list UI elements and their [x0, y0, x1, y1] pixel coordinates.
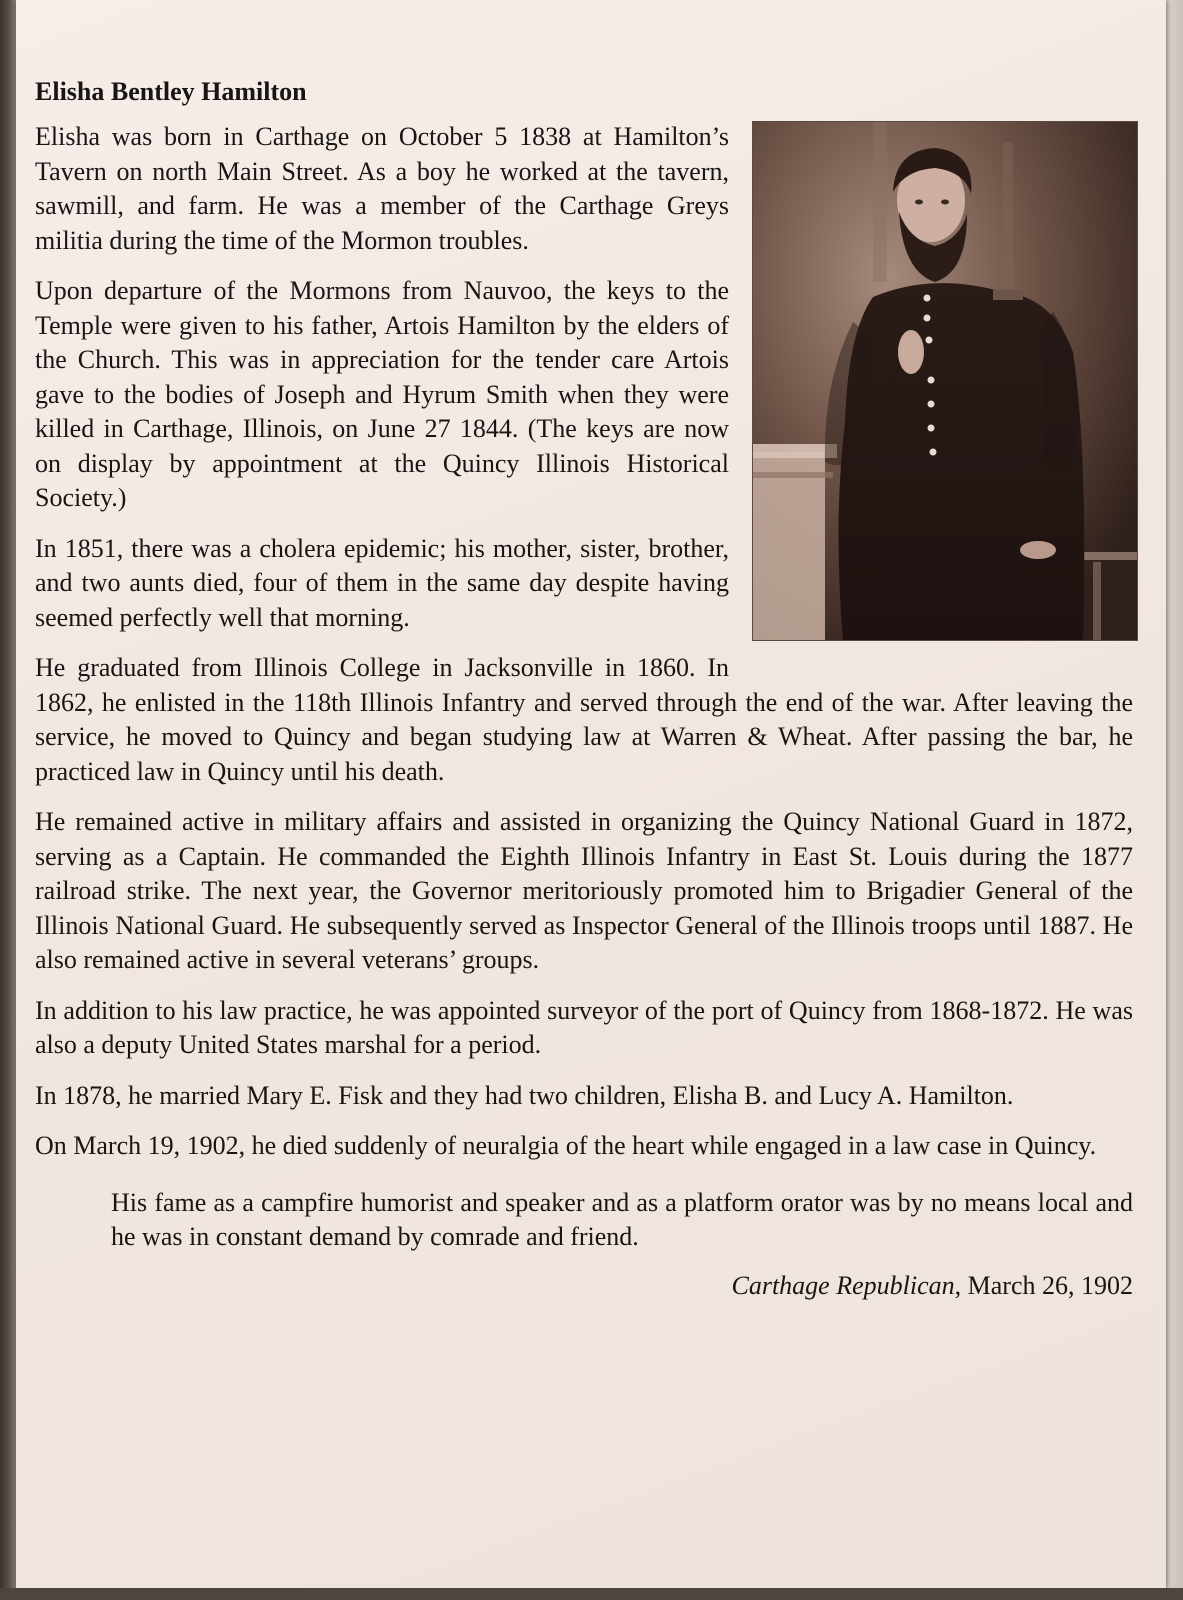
citation-date: , March 26, 1902: [954, 1270, 1133, 1300]
paragraph-surveyor: In addition to his law practice, he was appointed surveyor of the port of Quincy from 1868-1872. He was also a deputy United States marshal for a period.: [35, 995, 1133, 1059]
wall-left-edge: [0, 0, 16, 1600]
paragraph-temple-keys: Upon departure of the Mormons from Nauvoo, the keys to the Temple were given to his father, Artois Hamilton by the elders of the Church. This was in appreciation for the tender care Artois gave to the bodies of Joseph and Hyrum Smith when they were killed in Carthage, Illinois, on June 27 1844. (The keys are now on display by appointment at the Quincy Illinois Historical Society.): [35, 276, 729, 512]
paragraph-birth: Elisha was born in Carthage on October 5 1838 at Hamilton’s Tavern on north Main Street. As a boy he worked at the tavern, sawmill, and farm. He was a member of the Carthage Greys militia during the time of the Mormon troubles.: [35, 122, 729, 255]
quote-citation: [35, 1269, 1133, 1304]
portrait-illustration: [753, 122, 1137, 640]
newspaper-quote: His fame as a campfire humorist and speaker and as a platform orator was by no means local and he was in constant demand by comrade and friend.: [111, 1187, 1133, 1251]
portrait-photo: [753, 122, 1137, 640]
placard-content: [35, 74, 1133, 1329]
paragraph-education-service: He graduated from Illinois College in Jacksonville in 1860. In 1862, he enlisted in the 118th Illinois Infantry and served through the end of the war. After leaving the service, he moved to Quincy and began studying law at Warren & Wheat. After passing the bar, he practiced law in Quincy until his death.: [35, 653, 1133, 786]
citation-publication: Carthage Republican: [731, 1270, 955, 1300]
paragraph-military-affairs: He remained active in military affairs and assisted in organizing the Quincy National Guard in 1872, serving as a Captain. He commanded the Eighth Illinois Infantry in East St. Louis during the 1877 railroad strike. The next year, the Governor meritoriously promoted him to Brigadier General of the Illinois National Guard. He subsequently served as Inspector General of the Illinois troops until 1887. He also remained active in several veterans’ groups.: [35, 807, 1133, 974]
placard-title: Elisha Bentley Hamilton: [35, 77, 307, 106]
paragraph-marriage: In 1878, he married Mary E. Fisk and they had two children, Elisha B. and Lucy A. Hamilton.: [35, 1080, 1014, 1110]
wall-right-edge: [1166, 0, 1183, 1600]
paragraph-cholera: In 1851, there was a cholera epidemic; his mother, sister, brother, and two aunts died, four of them in the same day despite having seemed perfectly well that morning.: [35, 533, 729, 632]
paragraph-death: On March 19, 1902, he died suddenly of neuralgia of the heart while engaged in a law case in Quincy.: [35, 1131, 1097, 1160]
intro-section: [35, 120, 1133, 635]
wall-bottom-edge: [0, 1588, 1183, 1600]
